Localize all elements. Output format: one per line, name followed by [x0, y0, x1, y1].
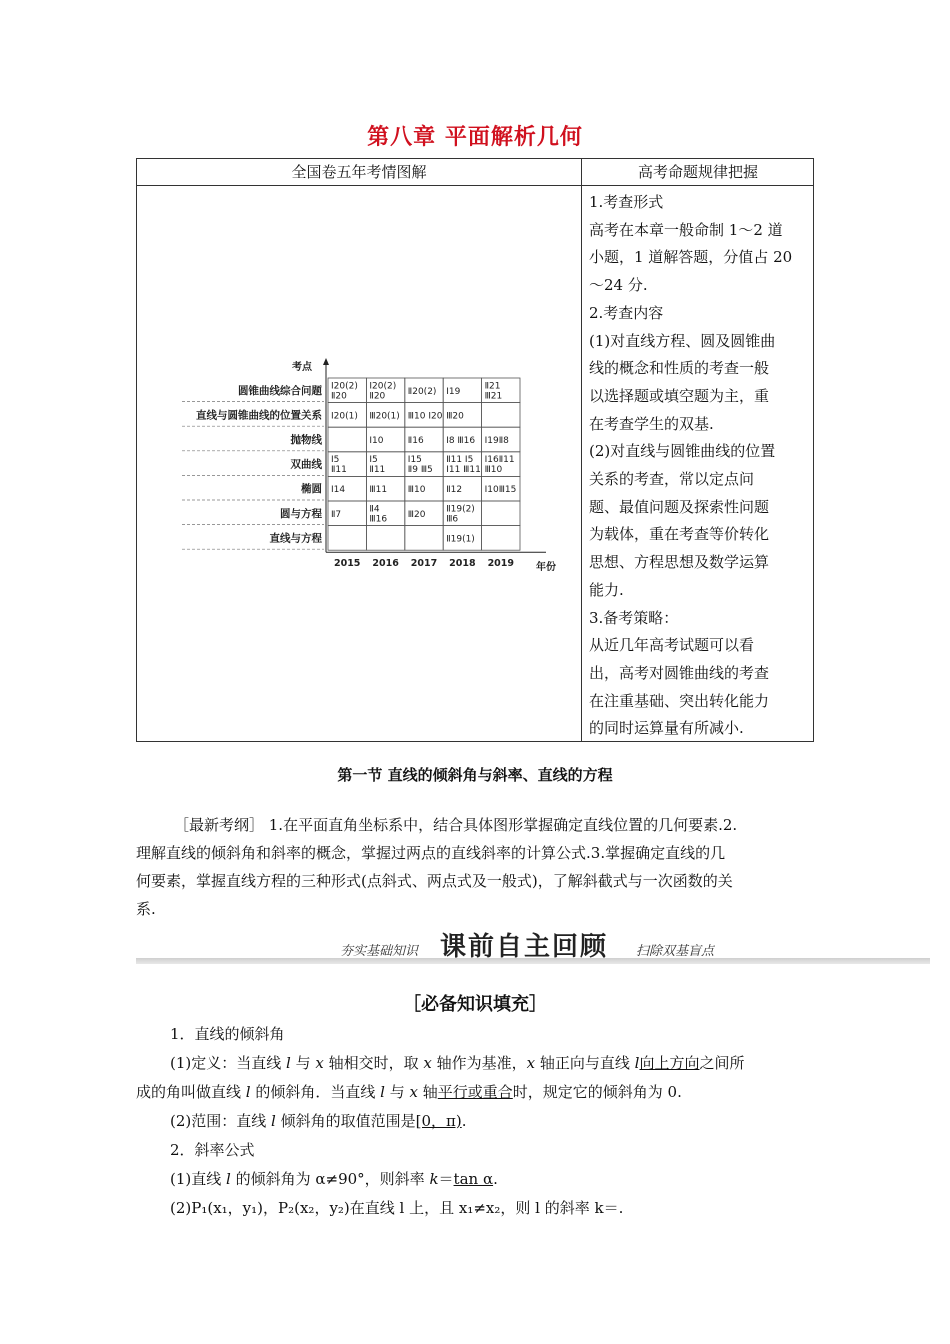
exam-pattern-line: 1.考查形式: [589, 193, 664, 211]
cell-value: Ⅰ8 Ⅲ16: [446, 436, 476, 446]
cell-value: Ⅰ20(2): [369, 381, 397, 392]
year-label: 2015: [333, 558, 361, 570]
knowledge-heading-2: 2．斜率公式: [170, 1141, 255, 1159]
cell-value: Ⅰ19: [446, 386, 461, 397]
left-column-header: 全国卷五年考情图解: [291, 163, 427, 181]
grid-cell: [328, 427, 366, 452]
cell-value: Ⅱ11: [369, 465, 386, 476]
exam-pattern-line: 在注重基础、突出转化能力: [589, 691, 770, 710]
cell-value: Ⅱ16: [407, 436, 424, 446]
cell-value: Ⅱ20: [369, 391, 386, 402]
right-column-header: 高考命题规律把握: [637, 163, 758, 181]
grid-cell: [482, 526, 520, 551]
cell-value: Ⅰ16Ⅱ11: [484, 455, 515, 466]
cell-value: Ⅲ21: [484, 391, 503, 402]
cell-value: Ⅱ12: [446, 485, 463, 496]
y-axis-arrow: [323, 358, 329, 365]
cell-value: Ⅰ20(1): [331, 411, 358, 422]
outline-line: 系.: [136, 900, 156, 918]
cell-value: Ⅱ9 Ⅲ5: [407, 465, 433, 476]
exam-pattern-line: 题、最值问题及探索性问题: [589, 497, 770, 516]
exam-pattern-line: 能力.: [589, 580, 624, 599]
exam-pattern-line: 高考在本章一般命制 1～2 道: [589, 220, 783, 239]
cell-value: Ⅲ11: [369, 485, 388, 496]
outline-line: 何要素，掌握直线方程的三种形式(点斜式、两点式及一般式)，了解斜截式与一次函数的关: [136, 872, 733, 890]
cell-value: Ⅰ10: [369, 436, 384, 446]
cell-value: Ⅰ5: [331, 455, 340, 466]
cell-value: Ⅱ20: [331, 391, 347, 402]
row-label: 圆与方程: [280, 507, 322, 520]
answer-blank: [0，π): [415, 1112, 462, 1130]
exam-frequency-chart-svg: [180, 356, 556, 574]
table-header-divider: [137, 185, 813, 186]
grid-cell: [405, 526, 443, 551]
exam-pattern-line: (2)对直线与圆锥曲线的位置: [589, 442, 776, 461]
definition-line-2: 成的角叫做直线 l 的倾斜角．当直线 l 与 x 轴平行或重合时，规定它的倾斜角为 0.: [136, 1083, 682, 1101]
cell-value: Ⅰ5: [369, 455, 378, 466]
exam-pattern-line: 的同时运算量有所减小.: [589, 719, 744, 738]
banner-right-text: 扫除双基盲点: [636, 944, 715, 959]
answer-blank: 平行或重合: [437, 1083, 513, 1101]
x-axis-label: 年份: [536, 562, 556, 574]
range-line: (2)范围：直线 l 倾斜角的取值范围是[0，π).: [170, 1112, 467, 1130]
cell-value: Ⅱ20(2): [407, 386, 437, 397]
exam-pattern-line: 小题，1 道解答题，分值占 20: [589, 248, 793, 267]
exam-pattern-line: 从近几年高考试题可以看: [589, 636, 755, 655]
row-label: 直线与圆锥曲线的位置关系: [196, 409, 322, 422]
exam-outline: [136, 811, 818, 923]
exam-pattern-line: 以选择题或填空题为主，重: [589, 386, 770, 405]
definition-line-1: (1)定义：当直线 l 与 x 轴相交时，取 x 轴作为基准，x 轴正向与直线 l向上方向之间所: [170, 1054, 745, 1072]
cell-value: Ⅰ20(2): [331, 381, 358, 392]
answer-blank: tan α: [453, 1170, 494, 1188]
slope-line-1: (1)直线 l 的倾斜角为 α≠90°，则斜率 k＝tan α.: [170, 1170, 498, 1188]
cell-value: Ⅰ19Ⅱ8: [484, 436, 509, 446]
row-label: 抛物线: [290, 434, 322, 446]
cell-value: Ⅲ6: [446, 514, 459, 525]
row-label: 直线与方程: [269, 532, 322, 545]
exam-pattern-line: 在考查学生的双基.: [589, 414, 714, 433]
answer-blank: 向上方向: [639, 1054, 700, 1072]
grid-cell: [482, 501, 520, 526]
year-label: 2018: [449, 558, 476, 570]
cell-value: Ⅰ10Ⅲ15: [484, 485, 517, 496]
section-title: 第一节 直线的倾斜角与斜率、直线的方程: [337, 766, 613, 784]
row-label: 双曲线: [290, 458, 322, 471]
grid-cell: [482, 403, 520, 428]
row-label: 椭圆: [301, 483, 322, 496]
exam-pattern-line: (1)对直线方程、圆及圆锥曲: [589, 331, 776, 350]
exam-pattern-line: 关系的考查，常以定点问: [589, 470, 755, 489]
slope-line-2: (2)P₁(x₁，y₁)，P₂(x₂，y₂)在直线 l 上，且 x₁≠x₂，则 l 的斜率 k＝.: [170, 1199, 624, 1217]
cell-value: Ⅲ16: [369, 514, 388, 525]
grid-cell: [328, 526, 366, 551]
cell-value: Ⅱ19(2): [446, 504, 475, 515]
cell-value: Ⅲ10 Ⅰ20: [407, 411, 443, 422]
cell-value: Ⅲ10: [407, 485, 426, 496]
exam-pattern-line: 思想、方程思想及数学运算: [589, 553, 770, 572]
chapter-title: 第八章 平面解析几何: [367, 124, 583, 150]
table-divider: [581, 159, 582, 741]
year-label: 2017: [410, 558, 438, 570]
outline-line: 理解直线的倾斜角和斜率的概念，掌握过两点的直线斜率的计算公式.3.掌握确定直线的几: [136, 844, 726, 862]
knowledge-heading-1: 1．直线的倾斜角: [170, 1025, 285, 1043]
cell-value: Ⅲ20: [446, 411, 464, 422]
banner-title: 课前自主回顾: [440, 932, 609, 962]
knowledge-section-title: ［必备知识填充］: [403, 994, 547, 1015]
cell-value: Ⅱ21: [484, 381, 501, 392]
cell-value: Ⅲ20: [407, 509, 426, 520]
year-label: 2016: [372, 558, 399, 570]
exam-pattern-line: 3.备考策略：: [589, 608, 679, 627]
exam-frequency-chart: [180, 356, 556, 574]
exam-pattern-line: 线的概念和性质的考查一般: [589, 359, 770, 378]
exam-pattern-line: 出，高考对圆锥曲线的考查: [589, 663, 770, 682]
exam-pattern-line: 为载体，重在考查等价转化: [589, 525, 770, 544]
cell-value: Ⅰ14: [331, 485, 346, 496]
cell-value: Ⅰ15: [407, 455, 422, 466]
outline-line: ［最新考纲］ 1.在平面直角坐标系中，结合具体图形掌握确定直线位置的几何要素.2.: [174, 816, 738, 834]
cell-value: Ⅱ7: [331, 509, 342, 520]
cell-value: Ⅱ11 Ⅰ5: [446, 455, 474, 466]
cell-value: Ⅱ11: [331, 465, 347, 476]
y-axis-label: 考点: [292, 362, 312, 373]
knowledge-content: [136, 1020, 818, 1223]
exam-pattern-line: 2.考查内容: [589, 303, 664, 322]
grid-cell: [366, 526, 404, 551]
cell-value: Ⅱ4: [369, 504, 380, 515]
cell-value: Ⅲ20(1): [369, 411, 400, 422]
year-label: 2019: [487, 558, 515, 570]
cell-value: Ⅰ11 Ⅲ11: [446, 465, 481, 476]
exam-pattern-line: ～24 分.: [589, 276, 648, 295]
cell-value: Ⅲ10: [484, 465, 503, 476]
banner-left-text: 夯实基础知识: [340, 944, 419, 959]
exam-pattern-text: [589, 189, 809, 743]
row-label: 圆锥曲线综合问题: [238, 384, 322, 397]
cell-value: Ⅱ19(1): [446, 534, 475, 545]
